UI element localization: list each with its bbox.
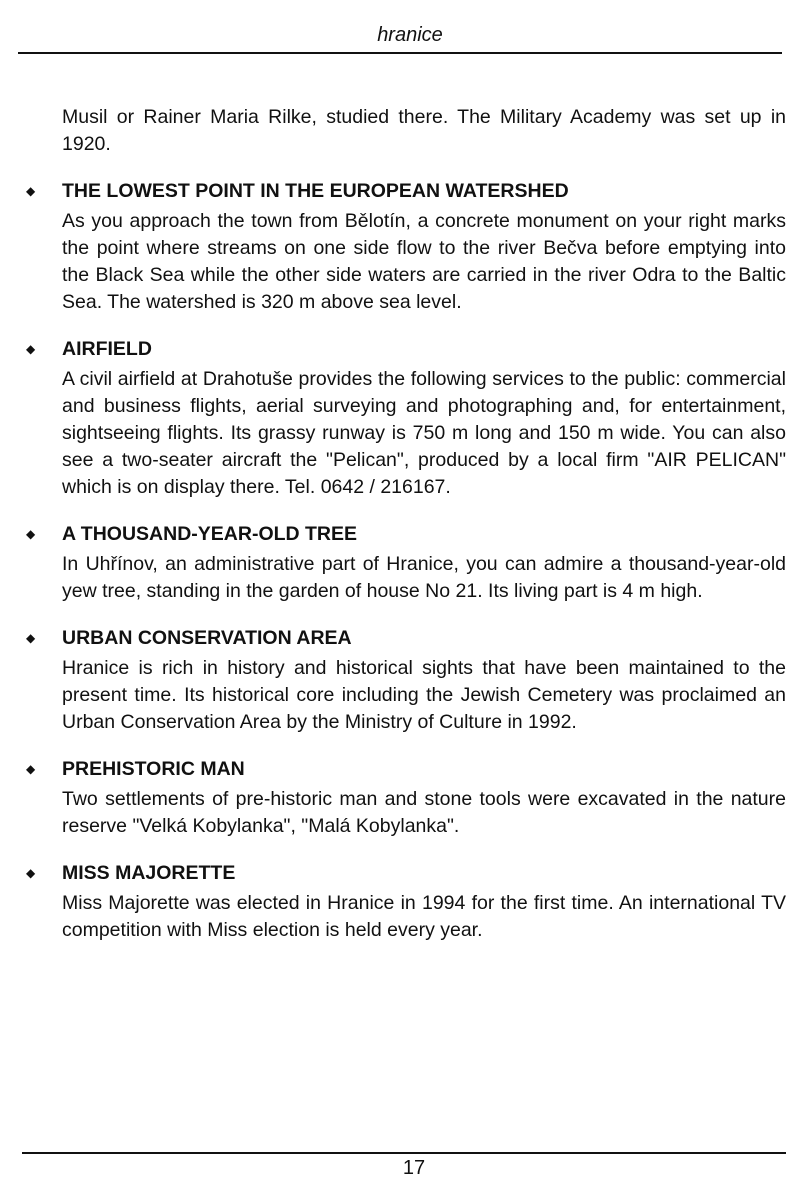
section-body: Two settlements of pre-historic man and stone tools were excavated in the nature reserve "Velká Kobylanka", "Malá Kobylanka". xyxy=(62,788,786,837)
page-footer xyxy=(22,1152,786,1182)
section-body: A civil airfield at Drahotuše provides the following services to the public: commercial and business flights, aerial surveying and photographing and, for entertainment, sightseeing flights. Its grassy runway is 750 m long and 150 m wide. You can also see a two-seater aircraft the "Pelican", produced by a local firm "AIR PELICAN" which is on display there. Tel. 0642 / 216167. xyxy=(62,368,786,498)
section-airfield xyxy=(20,334,786,501)
section-prehistoric-man xyxy=(20,754,786,840)
diamond-bullet-icon: ◆ xyxy=(26,866,36,880)
section-urban-conservation-area xyxy=(20,623,786,736)
section-title: THE LOWEST POINT IN THE EUROPEAN WATERSHED xyxy=(62,180,569,202)
running-title: hranice xyxy=(377,24,443,46)
page-number: 17 xyxy=(402,1157,426,1179)
diamond-bullet-icon: ◆ xyxy=(26,342,36,356)
diamond-bullet-icon: ◆ xyxy=(26,184,36,198)
section-title: PREHISTORIC MAN xyxy=(62,758,245,780)
section-body: Miss Majorette was elected in Hranice in 1994 for the first time. An international TV competition with Miss election is held every year. xyxy=(62,892,786,941)
section-lowest-point xyxy=(20,176,786,316)
section-thousand-year-old-tree xyxy=(20,519,786,605)
intro-paragraph: Musil or Rainer Maria Rilke, studied there. The Military Academy was set up in 1920. xyxy=(62,106,786,155)
page-header xyxy=(18,22,782,54)
section-body: Hranice is rich in history and historical sights that have been maintained to the present time. Its historical core including the Jewish Cemetery was proclaimed an Urban Conservation Area by the Ministry of Culture in 1992. xyxy=(62,657,786,733)
section-title: A THOUSAND-YEAR-OLD TREE xyxy=(62,523,358,545)
section-body: As you approach the town from Bělotín, a concrete monument on your right marks the point where streams on one side flow to the river Bečva before emptying into the Black Sea while the other side waters are carried in the river Odra to the Baltic Sea. The watershed is 320 m above sea level. xyxy=(62,210,786,313)
section-title: AIRFIELD xyxy=(62,338,152,360)
section-title: URBAN CONSERVATION AREA xyxy=(62,627,352,649)
section-miss-majorette xyxy=(20,858,786,944)
section-body: In Uhřínov, an administrative part of Hranice, you can admire a thousand-year-old yew tree, standing in the garden of house No 21. Its living part is 4 m high. xyxy=(62,553,786,602)
page-content xyxy=(20,104,786,962)
section-title: MISS MAJORETTE xyxy=(62,862,236,884)
diamond-bullet-icon: ◆ xyxy=(26,762,36,776)
diamond-bullet-icon: ◆ xyxy=(26,631,36,645)
diamond-bullet-icon: ◆ xyxy=(26,527,36,541)
